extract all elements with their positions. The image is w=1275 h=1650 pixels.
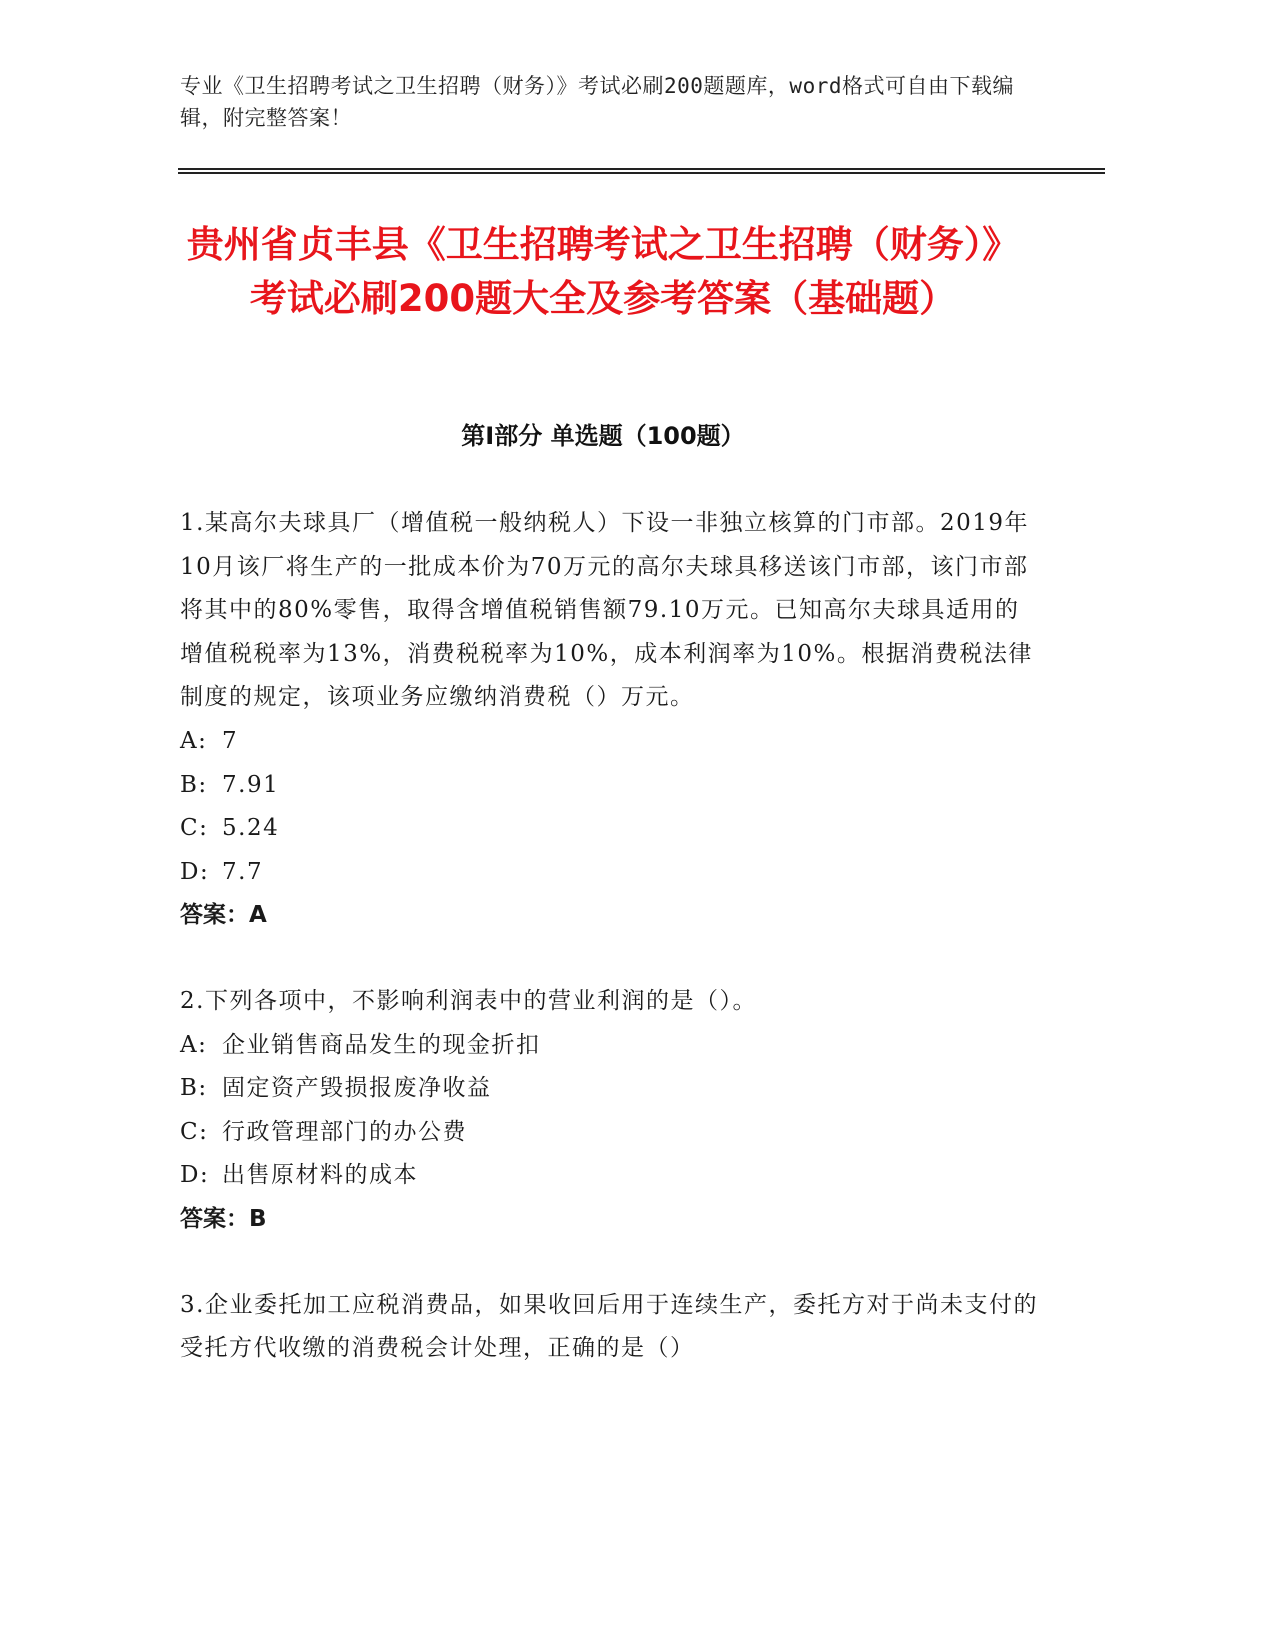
option-text: 企业销售商品发生的现金折扣 [222, 1031, 541, 1058]
answer-line: 答案：A [180, 902, 267, 929]
option-text: 5.24 [222, 815, 280, 842]
option-d [180, 1154, 1040, 1198]
option-b [180, 1067, 1040, 1111]
option-text: 7 [222, 727, 239, 754]
question-stem: 2.下列各项中，不影响利润表中的营业利润的是（）。 [180, 987, 757, 1014]
question-2 [180, 980, 1040, 1242]
option-letter: C: [180, 1118, 209, 1145]
option-text: 7.91 [222, 771, 280, 798]
option-c [180, 807, 1040, 851]
question-3 [180, 1284, 1040, 1371]
option-letter: B: [180, 1075, 208, 1102]
option-letter: C: [180, 815, 209, 842]
option-letter: D: [180, 858, 210, 885]
option-c [180, 1111, 1040, 1155]
option-letter: D: [180, 1162, 210, 1189]
question-list [180, 502, 1040, 1413]
option-a [180, 720, 1040, 764]
option-b [180, 764, 1040, 808]
header-note: 专业《卫生招聘考试之卫生招聘（财务）》考试必刷200题题库，word格式可自由下载编辑，附完整答案！ [180, 74, 1014, 130]
option-text: 固定资产毁损报废净收益 [222, 1075, 492, 1102]
option-letter: B: [180, 771, 208, 798]
header-divider [178, 168, 1105, 174]
option-text: 7.7 [222, 858, 264, 885]
document-title: 贵州省贞丰县《卫生招聘考试之卫生招聘（财务）》考试必刷200题大全及参考答案（基础题） [186, 223, 1020, 320]
question-stem: 3.企业委托加工应税消费品，如果收回后用于连续生产，委托方对于尚未支付的受托方代收缴的消费税会计处理，正确的是（） [180, 1291, 1038, 1362]
option-letter: A: [180, 1031, 208, 1058]
option-letter: A: [180, 727, 208, 754]
option-d [180, 851, 1040, 895]
answer-line: 答案：B [180, 1205, 267, 1232]
option-text: 行政管理部门的办公费 [222, 1118, 467, 1145]
question-1 [180, 502, 1040, 938]
option-text: 出售原材料的成本 [222, 1162, 418, 1189]
section-title: 第Ⅰ部分 单选题（100题） [461, 422, 745, 450]
option-a [180, 1024, 1040, 1068]
question-stem: 1.某高尔夫球具厂（增值税一般纳税人）下设一非独立核算的门市部。2019年10月该厂将生产的一批成本价为70万元的高尔夫球具移送该门市部，该门市部将其中的80%零售，取得含增值税销售额79.10万元。已知高尔夫球具适用的增值税税率为13%，消费税税率为10%，成本利润率为10%。根据消费税法律制度的规定，该项业务应缴纳消费税（）万元。 [180, 510, 1033, 711]
